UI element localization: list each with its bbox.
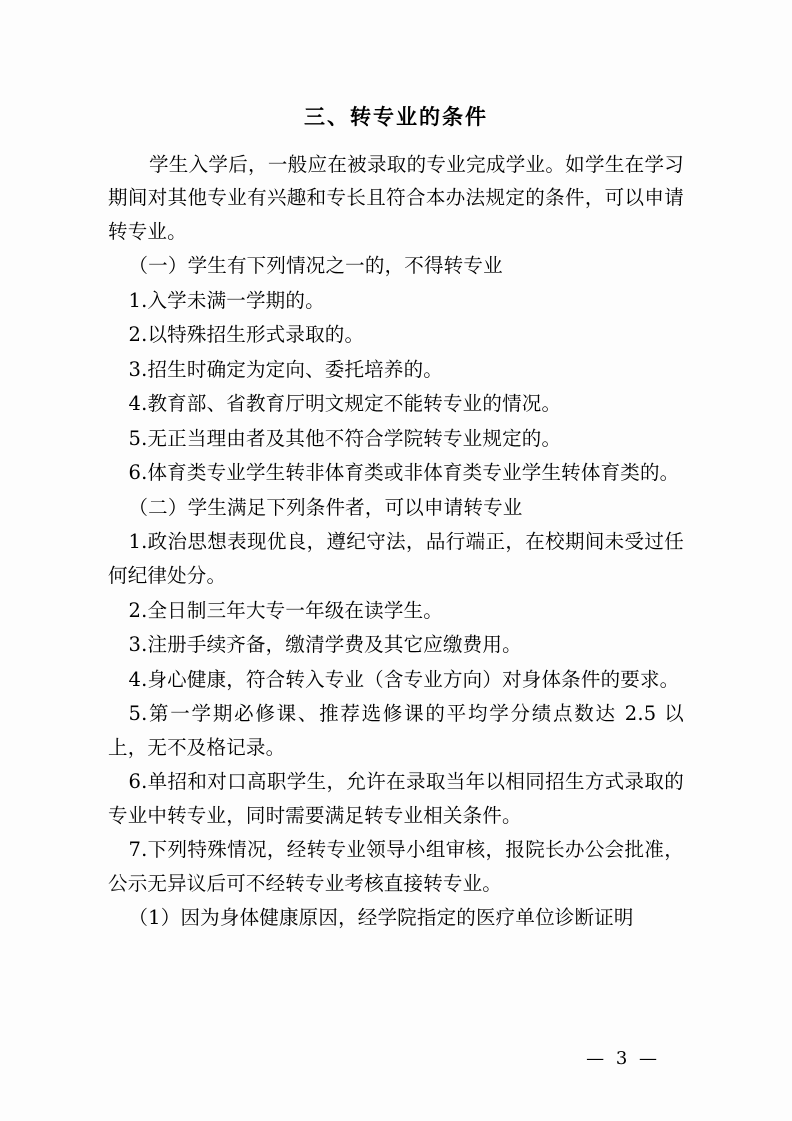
paragraph: 3.注册手续齐备，缴清学费及其它应缴费用。 bbox=[128, 633, 522, 657]
paragraph: （1）因为身体健康原因，经学院指定的医疗单位诊断证明 bbox=[128, 906, 634, 930]
paragraph: 1.入学未满一学期的。 bbox=[128, 288, 325, 312]
paragraph: 3.招生时确定为定向、委托培养的。 bbox=[128, 357, 443, 381]
paragraph: 7.下列特殊情况，经转专业领导小组审核，报院长办公会批准，公示无异议后可不经转专业考核直接转专业。 bbox=[108, 838, 684, 895]
page-title: 三、转专业的条件 bbox=[304, 104, 488, 129]
paragraph: 2.以特殊招生形式录取的。 bbox=[128, 323, 365, 347]
paragraph: 2.全日制三年大专一年级在读学生。 bbox=[128, 598, 443, 622]
paragraph: （二）学生满足下列条件者，可以申请转专业 bbox=[128, 495, 523, 519]
paragraph: 学生入学后，一般应在被录取的专业完成学业。如学生在学习期间对其他专业有兴趣和专长且符合本办法规定的条件，可以申请转专业。 bbox=[108, 152, 684, 243]
paragraph: 5.无正当理由者及其他不符合学院转专业规定的。 bbox=[128, 426, 562, 450]
paragraph: 4.教育部、省教育厅明文规定不能转专业的情况。 bbox=[128, 392, 562, 416]
paragraph: （一）学生有下列情况之一的，不得转专业 bbox=[128, 254, 503, 278]
paragraph: 4.身心健康，符合转入专业（含专业方向）对身体条件的要求。 bbox=[128, 667, 680, 691]
paragraph: 6.体育类专业学生转非体育类或非体育类专业学生转体育类的。 bbox=[128, 461, 680, 485]
paragraph: 5.第一学期必修课、推荐选修课的平均学分绩点数达 2.5 以上，无不及格记录。 bbox=[108, 702, 684, 759]
paragraph: 6.单招和对口高职学生，允许在录取当年以相同招生方式录取的专业中转专业，同时需要满足转专业相关条件。 bbox=[108, 770, 684, 827]
paragraph: 1.政治思想表现优良，遵纪守法，品行端正，在校期间未受过任何纪律处分。 bbox=[108, 530, 684, 587]
document-body bbox=[108, 148, 684, 935]
page-number: — 3 — bbox=[586, 1048, 660, 1069]
